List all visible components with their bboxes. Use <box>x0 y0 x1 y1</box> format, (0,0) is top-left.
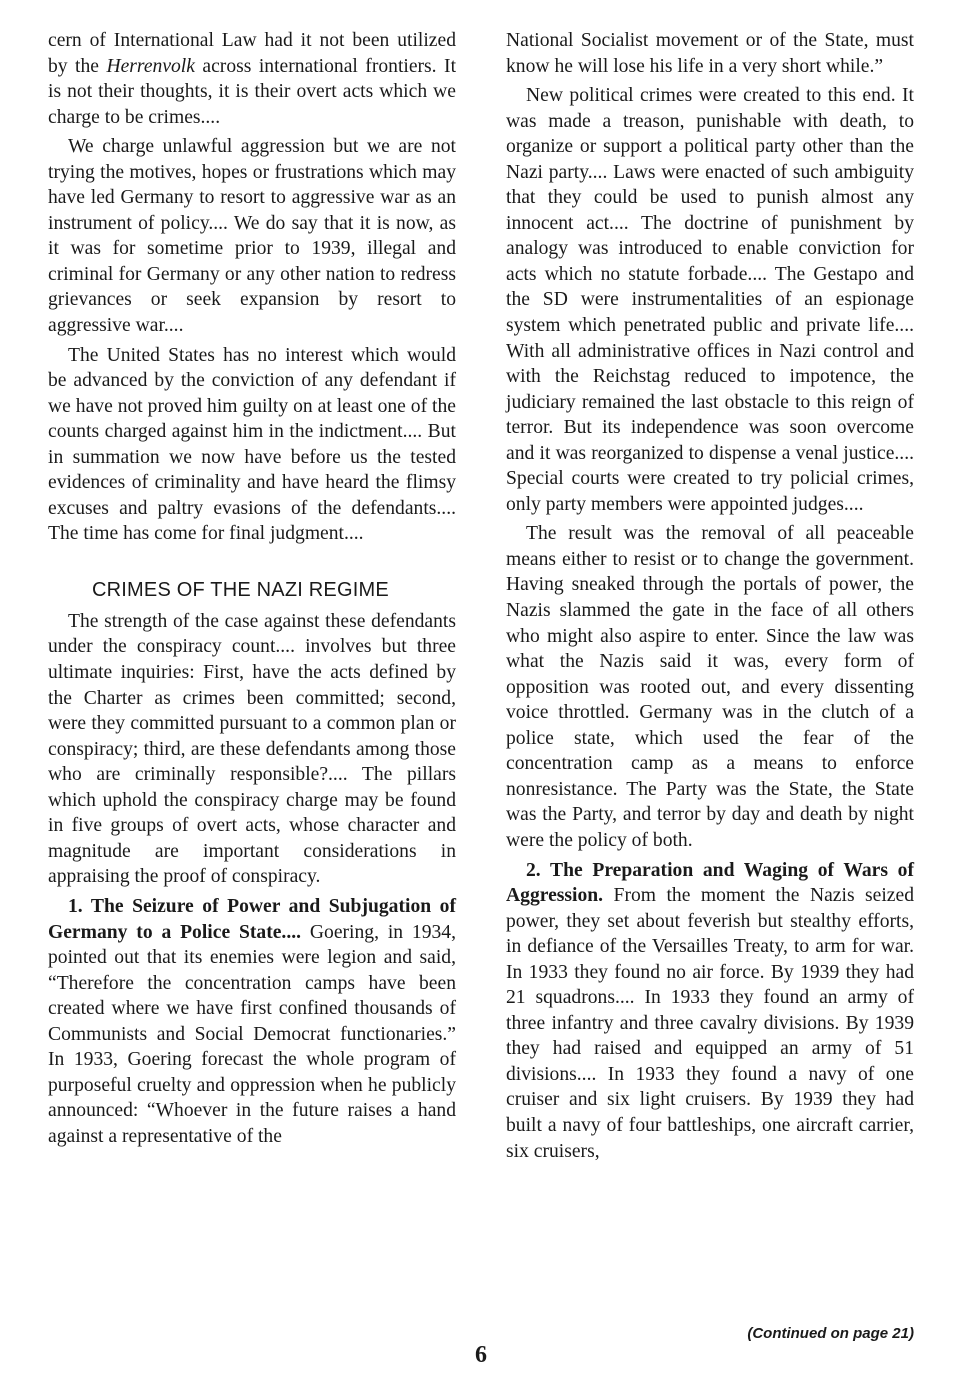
paragraph-united-states: The United States has no interest which would be advanced by the conviction of any defendant if we have not proved him guilty on at least one of the counts charged against him in the indictment.... But in summation we now have before us the tested evidences of criminality and have heard the flimsy excuses and paltry evasions of the defendants.... The time has come for final judgment.... <box>48 344 456 545</box>
left-column <box>48 28 456 1149</box>
paragraph-result: The result was the removal of all peaceable means either to resist or to change the government. Having sneaked through the portals of power, the Nazis slammed the gate in the face of all others who might also aspire to enter. Since the law was what the Nazis said it was, every form of opposition was rooted out, and every dissenting voice throttled. Germany was in the clutch of a police state, which used the fear of the concentration camp as a means to enforce nonresistance. The Party was the State, the State was the Party, and terror by day and death by night were the policy of both. <box>506 523 914 851</box>
paragraph-conspiracy: The strength of the case against these defendants under the conspiracy count.... involves but three ultimate inquiries: First, have the acts defined by the Charter as crimes been committed; second, were they committed pursuant to a common plan or conspiracy; third, are these defendants among those who are criminally responsible?.... The pillars which uphold the conspiracy charge may be found in five groups of overt acts, whose character and magnitude are important considerations in appraising the proof of conspiracy. <box>48 610 456 888</box>
italic-term: Herrenvolk <box>106 55 195 77</box>
right-column <box>506 28 914 1164</box>
paragraph-political-crimes: New political crimes were created to this end. It was made a treason, punishable with death, to organize or support a political party other than the Nazi party.... Laws were enacted of such ambiguity that they could be used to punish almost any innocent act.... The doctrine of punishment by analogy was introduced to enable conviction for acts which no statute forbade.... The Gestapo and the SD were instrumentalities of an espionage system which penetrated public and private life.... With all administrative offices in Nazi control and with the Reichstag reduced to impotence, the judiciary remained the last obstacle to this reign of terror. But its independence was soon overcome and it was reorganized to dispense a venal justice.... Special courts were created to try policial crimes, only party members were appointed judges.... <box>506 85 914 515</box>
paragraph-herrenvolk <box>48 28 456 130</box>
subsection-title: 2. The Preparation and Waging of Wars of Aggression. <box>506 859 914 907</box>
paragraph-text: cern of International Law had it not been utilized by the <box>48 30 456 77</box>
paragraph-seizure-of-power <box>48 894 456 1149</box>
continued-note: (Continued on page 21) <box>747 1325 914 1342</box>
subsection-title: 1. The Seizure of Power and Subjugation of Germany to a Police State.... <box>48 895 456 943</box>
page-number: 6 <box>475 1342 487 1368</box>
paragraph-text: Goering, in 1934, pointed out that its enemies were legion and said, “Therefore the concentration camps have been created where we have first confined thousands of Communists and Social Democrat functionaries.” In 1933, Goering forecast the whole program of purposeful cruelty and oppression when he publicly announced: “Whoever in the future raises a hand against a representative of the <box>48 921 456 1147</box>
paragraph-aggression: We charge unlawful aggression but we are not trying the motives, hopes or frustrations which may have led Germany to resort to aggressive war as an instrument of policy.... We do say that it is now, as it was for sometime prior to 1939, illegal and criminal for Germany or any other nation to redress grievances or seek expansion by resort to aggressive war.... <box>48 136 456 337</box>
paragraph-text: across international frontiers. It is not their thoughts, it is their overt acts which we charge to be crimes.... <box>48 55 457 128</box>
paragraph-text: From the moment the Nazis seized power, they set about feverish but stealthy efforts, in defiance of the Versailles Treaty, to arm for war. In 1933 they found no air force. By 1939 they had 21 squadrons.... In 1933 they found an army of three infantry and three cavalry divisions. By 1939 they had raised and equipped an army of 51 divisions.... In 1933 they found a navy of one cruiser and six light cruisers. By 1939 they had built a navy of four battleships, one aircraft carrier, six cruisers, <box>506 885 914 1162</box>
paragraph-preparation-of-war <box>506 858 914 1165</box>
section-heading: CRIMES OF THE NAZI REGIME <box>92 578 389 601</box>
paragraph-national-socialist: National Socialist movement or of the State, must know he will lose his life in a very short while.” <box>506 30 914 77</box>
